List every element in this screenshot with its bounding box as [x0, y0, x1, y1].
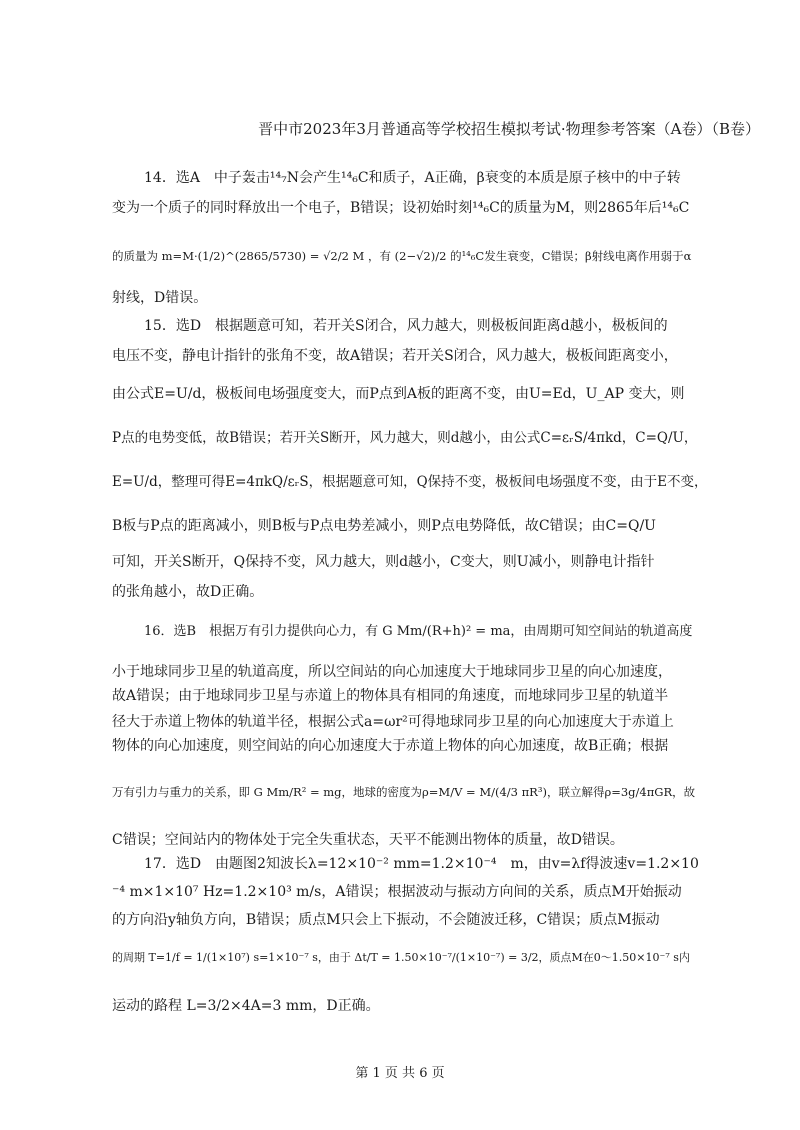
answer-15-line-1: 15．选D 根据题意可知，若开关S闭合，风力越大，则极板间距离d越小，极板间的	[144, 318, 668, 334]
answer-14-line-1: 14．选A 中子轰击¹⁴₇N会产生¹⁴₆C和质子，A正确，β衰变的本质是原子核中的中子转	[144, 170, 681, 186]
answer-14-line-3: 的质量为 m=M·(1/2)^(2865/5730) = √2/2 M ，有 (2−√2)/2 的¹⁴₆C发生衰变，C错误；β射线电离作用弱于α	[112, 249, 692, 263]
answer-17-line-3: 的方向沿y轴负方向，B错误；质点M只会上下振动，不会随波迁移，C错误；质点M振动	[112, 912, 660, 928]
answer-16-line-7: C错误；空间站内的物体处于完全失重状态，天平不能测出物体的质量，故D错误。	[112, 832, 624, 848]
answer-14-line-4: 射线，D错误。	[112, 290, 208, 306]
answer-15-line-6: B板与P点的距离减小，则B板与P点电势差减小，则P点电势降低，故C错误；由C=Q/U	[112, 518, 656, 534]
answer-17-line-5: 运动的路程 L=3/2×4A=3 mm，D正确。	[112, 998, 380, 1014]
answer-17-line-2: ⁻⁴ m×1×10⁷ Hz=1.2×10³ m/s，A错误；根据波动与振动方向间的关系，质点M开始振动	[112, 884, 682, 900]
answer-15-line-8: 的张角越小，故D正确。	[112, 584, 264, 600]
answer-16-line-1: 16．选B 根据万有引力提供向心力，有 G Mm/(R+h)² = ma，由周期可知空间站的轨道高度	[144, 624, 693, 639]
answer-16-line-4: 径大于赤道上物体的轨道半径，根据公式a=ωr²可得地球同步卫星的向心加速度大于赤道上	[112, 714, 674, 730]
answer-17-line-4: 的周期 T=1/f = 1/(1×10⁷) s=1×10⁻⁷ s，由于 Δt/T = 1.50×10⁻⁷/(1×10⁻⁷) = 3/2，质点M在0～1.50×10⁻⁷ s内	[112, 951, 690, 964]
answer-16-line-6: 万有引力与重力的关系，即 G Mm/R² = mg，地球的密度为ρ=M/V = M/(4/3 πR³)，联立解得ρ=3g/4πGR，故	[112, 785, 696, 799]
answer-14-line-2: 变为一个质子的同时释放出一个电子，B错误；设初始时刻¹⁴₆C的质量为M，则2865年后¹⁴₆C	[112, 200, 690, 216]
answer-15-line-5: E=U/d，整理可得E=4πkQ/εᵣS，根据题意可知，Q保持不变，极板间电场强度不变，由于E不变，	[112, 474, 708, 490]
page-title: 晋中市2023年3月普通高等学校招生模拟考试·物理参考答案（A卷）（B卷）	[258, 120, 760, 138]
answer-15-line-7: 可知，开关S断开，Q保持不变，风力越大，则d越小，C变大，则U减小，则静电计指针	[112, 554, 655, 570]
answer-16-line-2: 小于地球同步卫星的轨道高度，所以空间站的向心加速度大于地球同步卫星的向心加速度，	[112, 664, 672, 680]
answer-15-line-3: 由公式E=U/d，极板间电场强度变大，而P点到A板的距离不变，由U=Ed，U_AP 变大，则	[112, 386, 685, 402]
page-number: 第 1 页 共 6 页	[355, 1066, 445, 1081]
answer-16-line-5: 物体的向心加速度，则空间站的向心加速度大于赤道上物体的向心加速度，故B正确；根据	[112, 738, 669, 754]
answer-15-line-2: 电压不变，静电计指针的张角不变，故A错误；若开关S闭合，风力越大，极板间距离变小，	[112, 348, 678, 364]
answer-15-line-4: P点的电势变低，故B错误；若开关S断开，风力越大，则d越小，由公式C=εᵣS/4πkd，C=Q/U，	[112, 430, 698, 446]
answer-16-line-3: 故A错误；由于地球同步卫星与赤道上的物体具有相同的角速度，而地球同步卫星的轨道半	[112, 688, 669, 704]
answer-17-line-1: 17．选D 由题图2知波长λ=12×10⁻² mm=1.2×10⁻⁴ m，由v=λf得波速v=1.2×10	[144, 856, 699, 872]
